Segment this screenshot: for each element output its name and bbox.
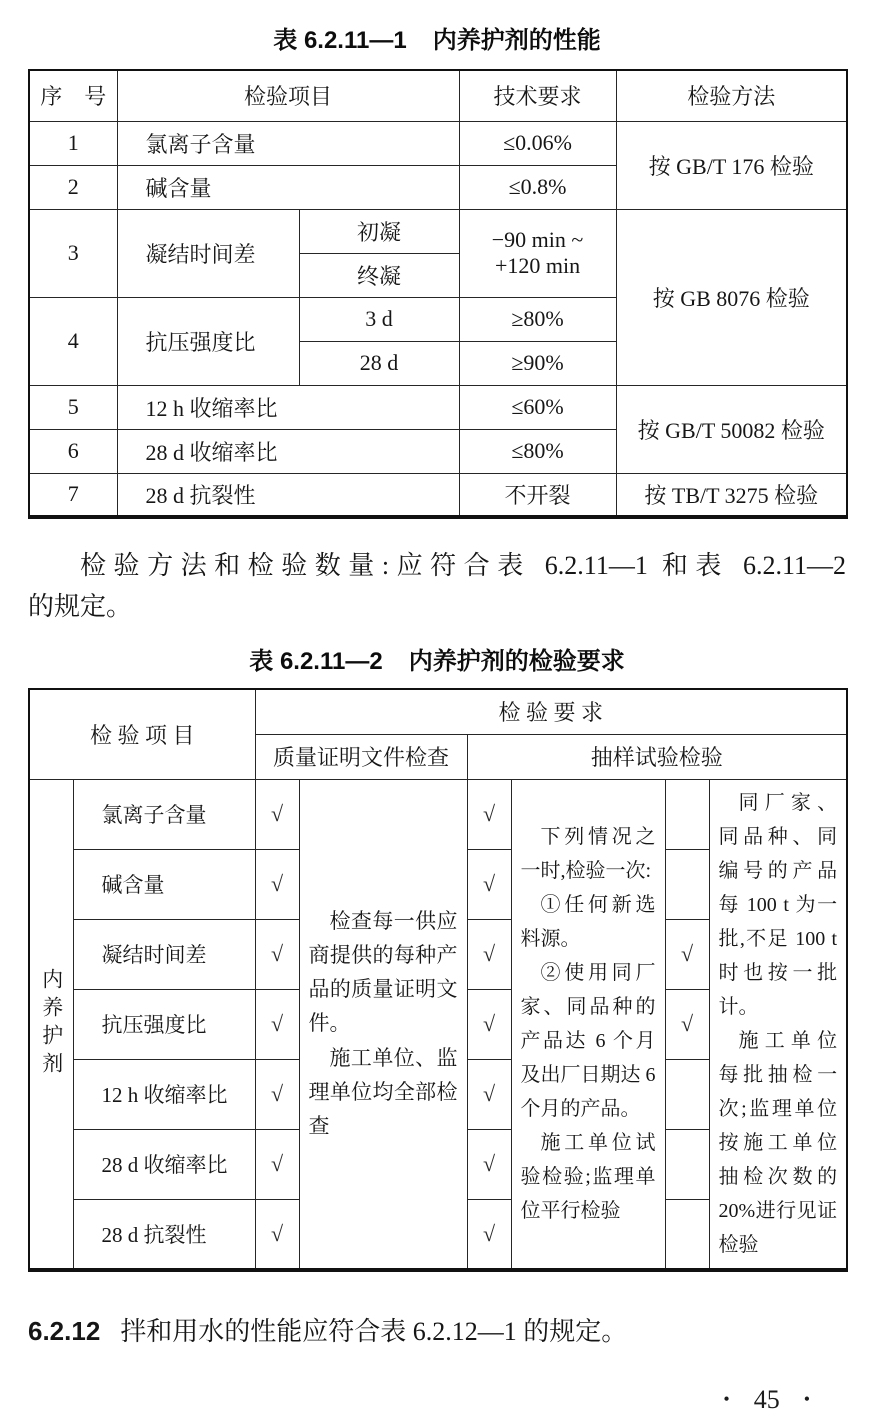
row-item: 抗压强度比 <box>73 989 255 1059</box>
table2-title-text: 内养护剂的检验要求 <box>408 648 625 675</box>
clause-6-2-12 <box>28 1312 846 1351</box>
table-row <box>29 385 847 429</box>
row-item: 氯离子含量 <box>117 121 459 165</box>
sample-note-paragraph: 下列情况之一时,检验一次: <box>520 825 656 882</box>
doc-check-mark: √ <box>255 919 299 989</box>
sample-check-mark: √ <box>467 989 511 1059</box>
row-req: ≤0.8% <box>459 165 616 209</box>
req-line: −90 min ~ <box>491 227 584 252</box>
table2-header-sample-test: 抽样试验检验 <box>467 734 847 779</box>
doc-check-mark: √ <box>255 849 299 919</box>
page-number: 45 <box>753 1384 780 1414</box>
table-inspection-requirements <box>28 688 848 1272</box>
page-footer <box>28 1385 846 1415</box>
row-req: ≥90% <box>459 341 616 385</box>
row-req <box>459 209 616 297</box>
row-no: 7 <box>29 473 117 517</box>
sample-check-mark: √ <box>467 779 511 849</box>
table-row <box>29 209 847 253</box>
group-label: 内养护剂 <box>39 967 64 1080</box>
req-line: +120 min <box>494 253 581 278</box>
row-no: 3 <box>29 209 117 297</box>
row-subitem: 初凝 <box>299 209 459 253</box>
row-item: 抗压强度比 <box>117 297 299 385</box>
row-item: 碱含量 <box>117 165 459 209</box>
row-no: 5 <box>29 385 117 429</box>
paragraph-line: 检验方法和检验数量:应符合表 6.2.11—1 和表 6.2.11—2 <box>80 551 846 580</box>
row-no: 1 <box>29 121 117 165</box>
batch-note-cell <box>709 779 847 1270</box>
row-no: 6 <box>29 429 117 473</box>
table2-header-row1 <box>29 689 847 734</box>
table1-header-no: 序 号 <box>29 70 117 121</box>
table2-title-label: 表 6.2.11—2 <box>249 648 383 675</box>
table1-title-text: 内养护剂的性能 <box>432 27 601 54</box>
row-item: 12 h 收缩率比 <box>73 1059 255 1129</box>
row-no: 2 <box>29 165 117 209</box>
sample-check-mark: √ <box>467 1199 511 1269</box>
table1-header-row <box>29 70 847 121</box>
extra-check-mark: √ <box>665 989 709 1059</box>
footer-dot-right: • <box>803 1389 810 1409</box>
row-item: 12 h 收缩率比 <box>117 385 459 429</box>
clause-number: 6.2.12 <box>28 1315 101 1346</box>
batch-note-paragraph: 同厂家、同品种、同编号的产品每 100 t 为一批,不足 100 t 时也按一批计。 <box>718 791 838 1018</box>
extra-check-mark <box>665 1129 709 1199</box>
doc-note-cell <box>299 779 467 1270</box>
row-item: 凝结时间差 <box>73 919 255 989</box>
row-item: 28 d 收缩率比 <box>73 1129 255 1199</box>
row-subitem: 3 d <box>299 297 459 341</box>
sample-check-mark: √ <box>467 1129 511 1199</box>
doc-check-mark: √ <box>255 779 299 849</box>
group-label-cell <box>29 779 73 1270</box>
body-paragraph <box>28 545 846 627</box>
row-req: ≤60% <box>459 385 616 429</box>
footer-dot-left: • <box>723 1389 730 1409</box>
table-row <box>29 473 847 517</box>
row-req: ≤80% <box>459 429 616 473</box>
row-no: 4 <box>29 297 117 385</box>
row-item: 28 d 抗裂性 <box>117 473 459 517</box>
table2-header-doc-check: 质量证明文件检查 <box>255 734 467 779</box>
table-performance <box>28 69 848 519</box>
extra-check-mark <box>665 849 709 919</box>
clause-text: 拌和用水的性能应符合表 6.2.12—1 的规定。 <box>120 1316 628 1346</box>
sample-check-mark: √ <box>467 1059 511 1129</box>
doc-check-mark: √ <box>255 1199 299 1269</box>
row-item: 28 d 收缩率比 <box>117 429 459 473</box>
doc-note-paragraph: 检查每一供应商提供的每种产品的质量证明文件。 <box>308 909 458 1036</box>
table1-title-label: 表 6.2.11—1 <box>273 27 407 54</box>
table2-title <box>28 641 846 676</box>
row-method: 按 TB/T 3275 检验 <box>616 473 847 517</box>
row-subitem: 28 d <box>299 341 459 385</box>
row-req: 不开裂 <box>459 473 616 517</box>
table2-header-item: 检 验 项 目 <box>29 689 255 779</box>
row-req: ≤0.06% <box>459 121 616 165</box>
table1-title <box>28 20 846 55</box>
row-method: 按 GB/T 50082 检验 <box>616 385 847 473</box>
doc-check-mark: √ <box>255 1059 299 1129</box>
extra-check-mark <box>665 1199 709 1269</box>
sample-note-cell <box>511 779 665 1270</box>
extra-check-mark <box>665 779 709 849</box>
row-item: 碱含量 <box>73 849 255 919</box>
table2-header-req: 检 验 要 求 <box>255 689 847 734</box>
extra-check-mark <box>665 1059 709 1129</box>
doc-check-mark: √ <box>255 989 299 1059</box>
doc-note-paragraph: 施工单位、监理单位均全部检查 <box>308 1045 458 1138</box>
row-item: 28 d 抗裂性 <box>73 1199 255 1269</box>
sample-note-paragraph: 施工单位试验检验;监理单位平行检验 <box>520 1131 656 1222</box>
table1-header-method: 检验方法 <box>616 70 847 121</box>
doc-check-mark: √ <box>255 1129 299 1199</box>
extra-check-mark: √ <box>665 919 709 989</box>
sample-check-mark: √ <box>467 919 511 989</box>
sample-check-mark: √ <box>467 849 511 919</box>
row-method: 按 GB 8076 检验 <box>616 209 847 385</box>
table-row <box>29 779 847 849</box>
row-item: 凝结时间差 <box>117 209 299 297</box>
table1-header-req: 技术要求 <box>459 70 616 121</box>
sample-note-paragraph: ②使用同厂家、同品种的产品达 6 个月及出厂日期达 6 个月的产品。 <box>520 961 656 1120</box>
table-row <box>29 121 847 165</box>
sample-note-paragraph: ①任何新选料源。 <box>520 893 656 950</box>
row-item: 氯离子含量 <box>73 779 255 849</box>
row-method: 按 GB/T 176 检验 <box>616 121 847 209</box>
row-req: ≥80% <box>459 297 616 341</box>
paragraph-line: 的规定。 <box>28 592 133 621</box>
batch-note-paragraph: 施工单位每批抽检一次;监理单位按施工单位抽检次数的 20%进行见证检验 <box>718 1029 838 1256</box>
table1-header-item: 检验项目 <box>117 70 459 121</box>
row-subitem: 终凝 <box>299 253 459 297</box>
